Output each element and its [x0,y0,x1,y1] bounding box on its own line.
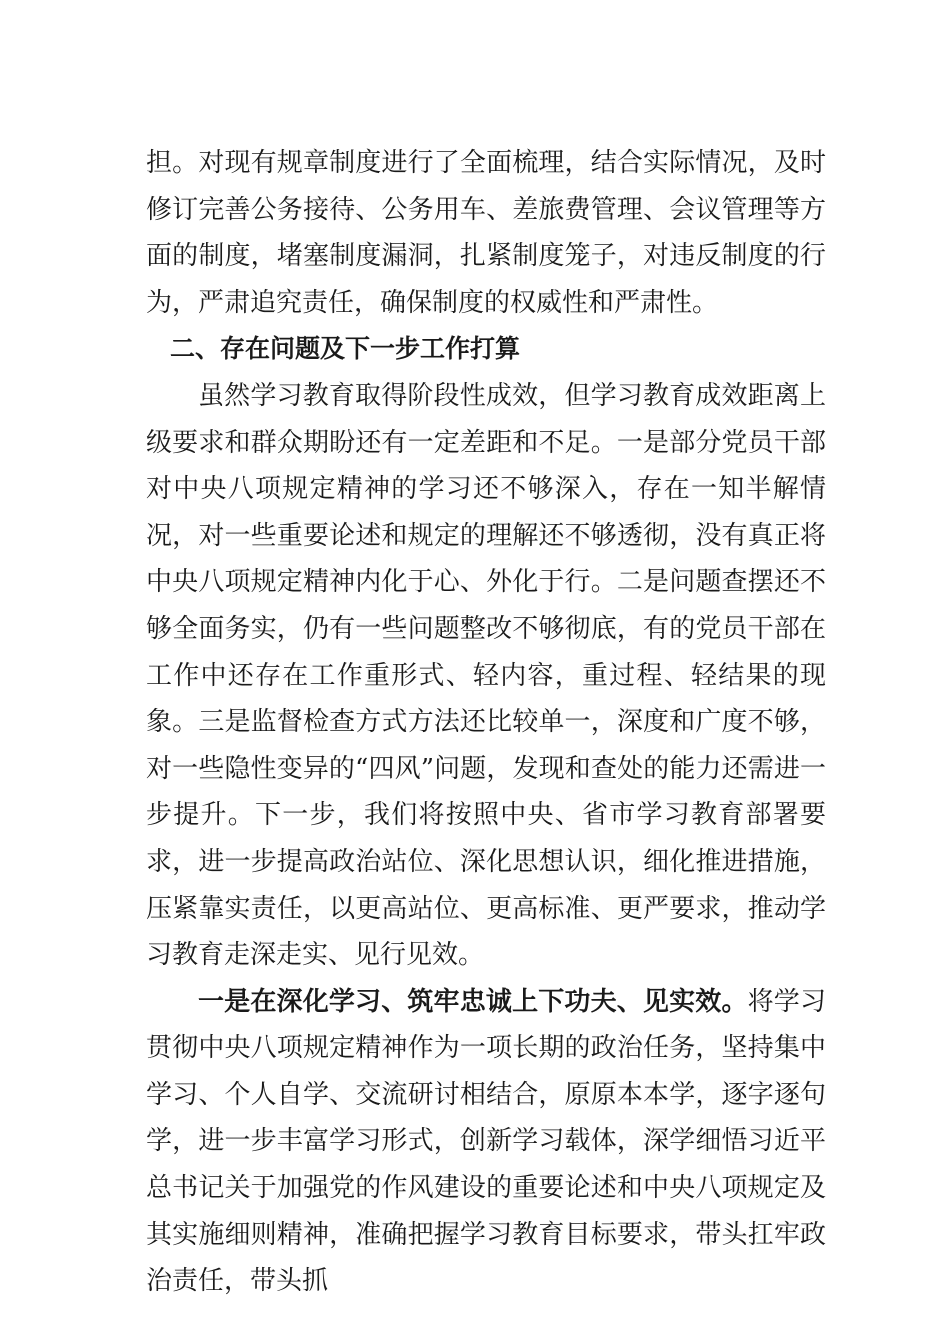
paragraph-continuation: 担。对现有规章制度进行了全面梳理，结合实际情况，及时修订完善公务接待、公务用车、差旅费管理、会议管理等方面的制度，堵塞制度漏洞，扎紧制度笼子，对违反制度的行为，严肃追究责任，确保制度的权威性和严肃性。 [146,148,826,318]
document-body [146,140,826,1305]
paragraph-problems: 虽然学习教育取得阶段性成效，但学习教育成效距离上级要求和群众期盼还有一定差距和不足。一是部分党员干部对中央八项规定精神的学习还不够深入，存在一知半解情况，对一些重要论述和规定的理解还不够透彻，没有真正将中央八项规定精神内化于心、外化于行。二是问题查摆还不够全面务实，仍有一些问题整改不够彻底，有的党员干部在工作中还存在工作重形式、轻内容，重过程、轻结果的现象。三是监督检查方式方法还比较单一，深度和广度不够，对一些隐性变异的“四风”问题，发现和查处的能力还需进一步提升。下一步，我们将按照中央、省市学习教育部署要求，进一步提高政治站位、深化思想认识，细化推进措施，压紧靠实责任，以更高站位、更高标准、更严要求，推动学习教育走深走实、见行见效。 [146,380,826,971]
paragraph-measure-one [146,979,826,1305]
section-heading: 二、存在问题及下一步工作打算 [170,334,521,364]
measure-one-body: 将学习贯彻中央八项规定精神作为一项长期的政治任务，坚持集中学习、个人自学、交流研讨相结合，原原本本学，逐字逐句学，进一步丰富学习形式，创新学习载体，深学细悟习近平总书记关于加强党的作风建设的重要论述和中央八项规定及其实施细则精神，准确把握学习教育目标要求，带头扛牢政治责任，带头抓 [146,986,826,1297]
measure-one-lead: 一是在深化学习、筑牢忠诚上下功夫、见实效。 [198,986,748,1017]
